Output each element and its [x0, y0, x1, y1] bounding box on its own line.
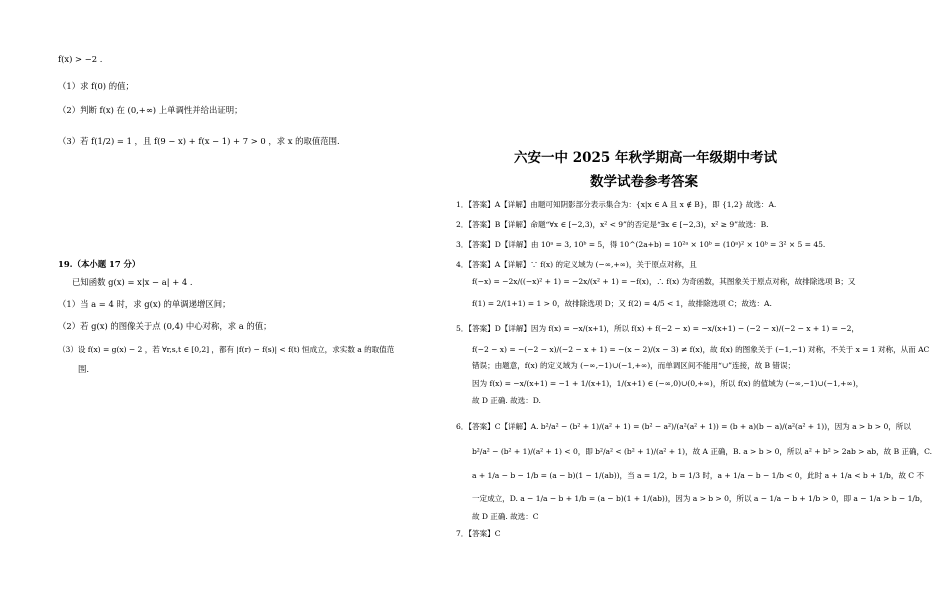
- answer-4-line-2: f(−x) = −2x/((−x)² + 1) = −2x/(x² + 1) = −f(x)，∴ f(x) 为奇函数，其图象关于原点对称，故排除选项 B；又: [472, 277, 856, 286]
- answer-7: 7．【答案】C: [456, 529, 501, 538]
- answer-6-line-1: 6．【答案】C【详解】A. b²/a² − (b² + 1)/(a² + 1) = (b² − a²)/(a²(a² + 1)) = (b + a)(b − a)/(a²(a² + 1))，因为 a > b > 0，所以: [456, 422, 911, 431]
- page-subtitle: 数学试卷参考答案: [590, 174, 698, 190]
- answer-5-line-1: 5．【答案】D【详解】因为 f(x) = −x/(x+1)，所以 f(x) + f(−2 − x) = −x/(x+1) − (−2 − x)/(−2 − x + 1) = −2，: [456, 324, 859, 333]
- answer-5-line-4: 因为 f(x) = −x/(x+1) = −1 + 1/(x+1)，1/(x+1) ∈ (−∞,0)∪(0,+∞)，所以 f(x) 的值域为 (−∞,−1)∪(−1,+∞)，: [472, 379, 864, 388]
- answer-2: 2．【答案】B【详解】命题“∀x ∈ [−2,3)，x² < 9”的否定是“∃x ∈ [−2,3)，x² ≥ 9”故选：B.: [456, 220, 769, 229]
- answer-6-line-4: 一定成立，D. a − 1/a − b + 1/b = (a − b)(1 + 1/(ab))，因为 a > b > 0，所以 a − 1/a − b + 1/b > 0，即 a − 1/a > b − 1/b，: [472, 494, 928, 503]
- q18-condition: f(x) > −2 .: [58, 54, 103, 64]
- q19-part-1: （1）当 a = 4 时，求 g(x) 的单调递增区间；: [58, 299, 231, 309]
- answer-6-line-2: b²/a² − (b² + 1)/(a² + 1) < 0，即 b²/a² < (b² + 1)/(a² + 1)，故 A 正确，B. a > b > 0，所以 a² + b² > 2ab > ab，故 B 正确，C.: [472, 447, 932, 456]
- answer-5-line-5: 故 D 正确. 故选：D.: [472, 396, 541, 405]
- q19-part-3: （3）设 f(x) = g(x) − 2 ，若 ∀r,s,t ∈ [0,2] ，都有 |f(r) − f(s)| < f(t) 恒成立，求实数 a 的取值范: [58, 345, 395, 354]
- answer-4-line-3: f(1) = 2/(1+1) = 1 > 0，故排除选项 D；又 f(2) = 4/5 < 1，故排除选项 C；故选：A.: [472, 299, 772, 308]
- q19-part-2: （2）若 g(x) 的图像关于点 (0,4) 中心对称，求 a 的值；: [58, 321, 272, 331]
- answer-3: 3．【答案】D【详解】由 10ᵃ = 3, 10ᵇ = 5，得 10^(2a+b) = 10²ᵃ × 10ᵇ = (10ᵃ)² × 10ᵇ = 3² × 5 = 45.: [456, 240, 826, 249]
- q19-heading: 19.（本小题 17 分）: [58, 259, 141, 269]
- q19-given: 已知函数 g(x) = x|x − a| + 4 .: [72, 277, 193, 287]
- answer-6-line-5: 故 D 正确. 故选：C: [472, 512, 539, 521]
- answer-5-line-2: f(−2 − x) = −(−2 − x)/(−2 − x + 1) = −(x − 2)/(x − 3) ≠ f(x)，故 f(x) 的图象关于 (−1,−1) 对称，不关于 x = 1 对称，从而 AC: [472, 345, 930, 354]
- page-title: 六安一中 2025 年秋学期高一年级期中考试: [514, 150, 777, 166]
- q18-part-1: （1）求 f(0) 的值；: [58, 81, 134, 91]
- q19-part-3-cont: 围.: [78, 364, 90, 374]
- q18-part-3: （3）若 f(1/2) = 1 ，且 f(9 − x) + f(x − 1) + 7 > 0 ，求 x 的取值范围.: [58, 136, 340, 146]
- q18-part-2: （2）判断 f(x) 在 (0,+∞) 上单调性并给出证明；: [58, 105, 243, 115]
- answer-5-line-3: 错误；由题意，f(x) 的定义域为 (−∞,−1)∪(−1,+∞)，而单调区间不能用“∪”连接，故 B 错误；: [472, 361, 796, 370]
- answer-1: 1．【答案】A【详解】由题可知阴影部分表示集合为：{x|x ∈ A 且 x ∉ B}，即 {1,2} 故选：A.: [456, 200, 777, 209]
- answer-4-line-1: 4．【答案】A【详解】∵ f(x) 的定义域为 (−∞,+∞)，关于原点对称，且: [456, 260, 697, 269]
- answer-6-line-3: a + 1/a − b − 1/b = (a − b)(1 − 1/(ab))，当 a = 1/2，b = 1/3 时，a + 1/a − b − 1/b < 0，此时 a + 1/a < b + 1/b，故 C 不: [472, 471, 924, 480]
